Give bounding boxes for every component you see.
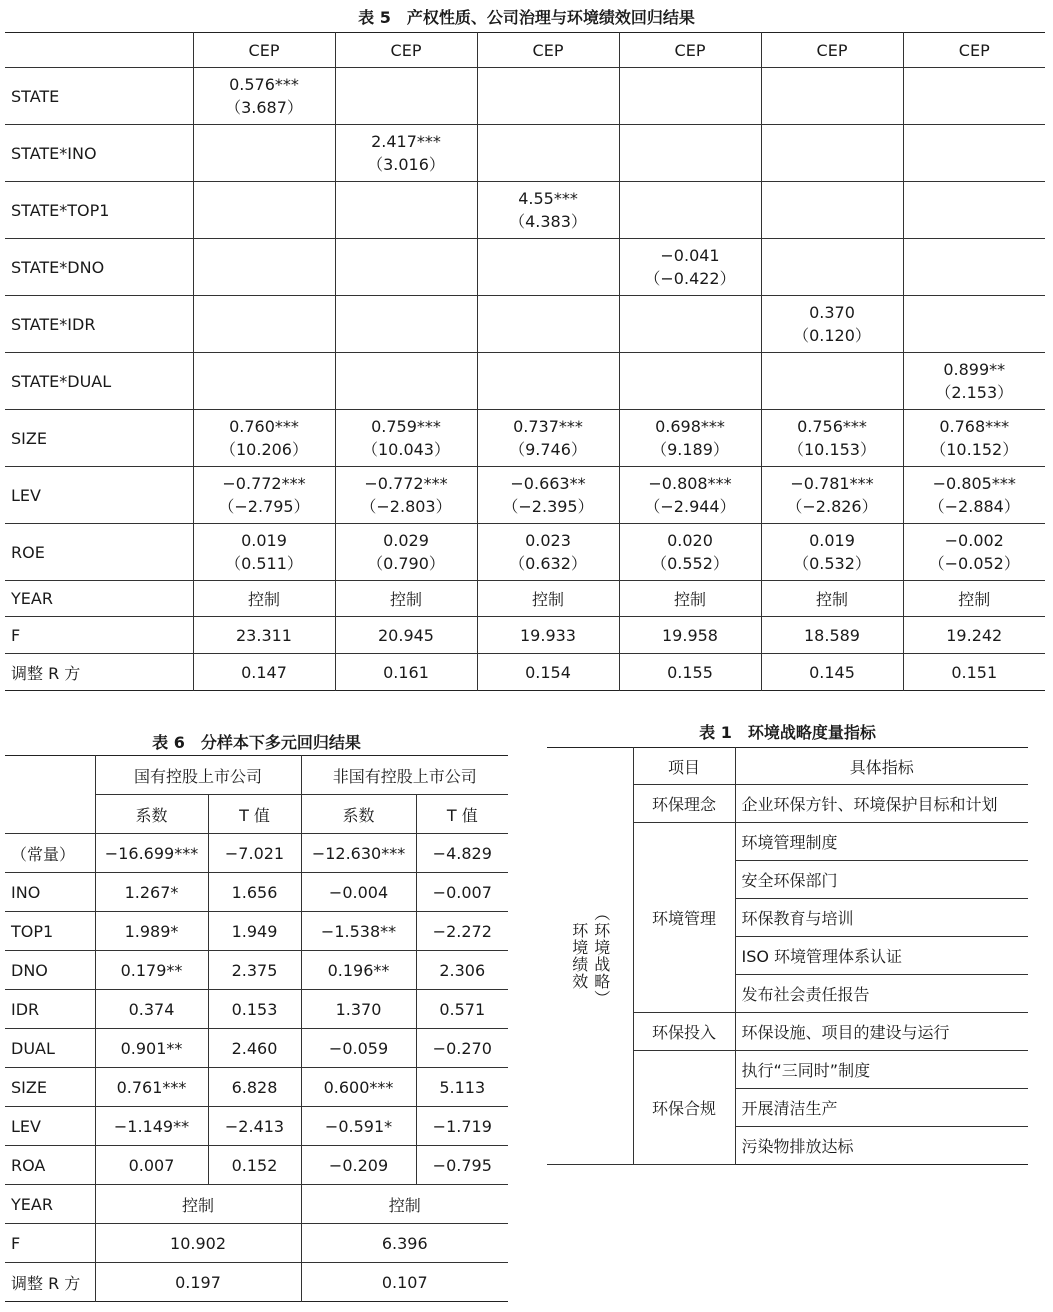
table6-cell: −12.630***	[301, 834, 416, 873]
table5-cell: 控制	[193, 581, 335, 617]
table5-cell	[761, 68, 903, 125]
table5-cell	[335, 410, 477, 467]
coefficient-value: 0.698***	[655, 417, 725, 436]
t-statistic: （10.206）	[220, 440, 308, 459]
table5-cell	[477, 296, 619, 353]
table5-cell: 19.958	[619, 617, 761, 654]
t-statistic: （10.152）	[930, 440, 1019, 459]
table6-subheader: T 值	[416, 795, 508, 834]
table5-cell	[761, 125, 903, 182]
table5-cell	[903, 125, 1045, 182]
table6-cell: −0.591*	[301, 1107, 416, 1146]
table5-cell	[477, 410, 619, 467]
t-statistic: （3.687）	[225, 98, 303, 117]
coefficient-value: −0.772***	[364, 474, 448, 493]
table5-cell	[903, 353, 1045, 410]
table6-cell: −4.829	[416, 834, 508, 873]
table5-cell: 19.242	[903, 617, 1045, 654]
table5-row	[5, 353, 1045, 410]
table5-cell: 0.161	[335, 654, 477, 691]
table6-cell: 0.007	[95, 1146, 208, 1185]
table5-cell	[619, 68, 761, 125]
table5-cell	[903, 296, 1045, 353]
table1-item-header: 项目	[633, 748, 735, 785]
table6-subheader: 系数	[95, 795, 208, 834]
table5-header-row	[5, 33, 1045, 68]
table5-cell	[335, 467, 477, 524]
table5-row-label: F	[5, 617, 193, 654]
table5-cell: 控制	[619, 581, 761, 617]
table6-row-label: TOP1	[5, 912, 95, 951]
table6-caption: 表 6 分样本下多元回归结果	[152, 733, 361, 752]
t-statistic: （10.043）	[362, 440, 450, 459]
table6-cell: −0.795	[416, 1146, 508, 1185]
table5-cell: 控制	[477, 581, 619, 617]
table5-cell: 0.154	[477, 654, 619, 691]
table5-cell	[903, 467, 1045, 524]
table5-cell	[335, 182, 477, 239]
table5-cell	[335, 524, 477, 581]
table5-cell	[761, 524, 903, 581]
table6-row	[5, 1107, 508, 1146]
table5-cell	[193, 239, 335, 296]
table5-cell	[477, 68, 619, 125]
coefficient-value: 0.020	[667, 531, 713, 550]
t-statistic: （9.746）	[509, 440, 587, 459]
table5-row-label: STATE*DUAL	[5, 353, 193, 410]
table5-cell	[335, 68, 477, 125]
coefficient-value: 0.760***	[229, 417, 299, 436]
table6-cell: 2.306	[416, 951, 508, 990]
table5-cell	[619, 239, 761, 296]
table5-row	[5, 125, 1045, 182]
table5-year-row	[5, 581, 1045, 617]
table5-cell	[335, 125, 477, 182]
table6-cell: 1.949	[208, 912, 301, 951]
table5-cell	[761, 182, 903, 239]
table1-indicator: 开展清洁生产	[735, 1089, 1028, 1127]
table5-row-label: STATE*INO	[5, 125, 193, 182]
table6-cell: 2.460	[208, 1029, 301, 1068]
table6-row	[5, 1029, 508, 1068]
table6-cell: 0.153	[208, 990, 301, 1029]
table1-indicator: 环保教育与培训	[735, 899, 1028, 937]
coefficient-value: −0.041	[660, 246, 720, 265]
coefficient-value: 0.576***	[229, 75, 299, 94]
t-statistic: （10.153）	[788, 440, 876, 459]
t-statistic: （3.016）	[367, 155, 445, 174]
table5-row-label: STATE*TOP1	[5, 182, 193, 239]
table6-group-header: 非国有控股上市公司	[301, 756, 508, 795]
table5-caption: 表 5 产权性质、公司治理与环境绩效回归结果	[358, 8, 695, 27]
table6-cell: −0.007	[416, 873, 508, 912]
table6-cell: 1.267*	[95, 873, 208, 912]
table1-caption: 表 1 环境战略度量指标	[699, 723, 876, 742]
table6-cell: −0.004	[301, 873, 416, 912]
table1-item: 环保投入	[633, 1013, 735, 1051]
table5-cell	[477, 467, 619, 524]
coefficient-value: −0.002	[944, 531, 1004, 550]
table6-f-row	[5, 1224, 508, 1263]
table6-cell: 2.375	[208, 951, 301, 990]
table6-year-row	[5, 1185, 508, 1224]
table5-cell	[903, 410, 1045, 467]
table5-cell	[761, 353, 903, 410]
table5-cell: 控制	[761, 581, 903, 617]
t-statistic: （−2.826）	[786, 497, 878, 516]
coefficient-value: 0.019	[809, 531, 855, 550]
table5-cell	[193, 182, 335, 239]
table6-cell: 0.196**	[301, 951, 416, 990]
table5-cell	[903, 68, 1045, 125]
table6-cell: 1.656	[208, 873, 301, 912]
table5-row	[5, 296, 1045, 353]
table6-cell: 1.370	[301, 990, 416, 1029]
table5-cell	[477, 353, 619, 410]
coefficient-value: −0.808***	[648, 474, 732, 493]
coefficient-value: 0.029	[383, 531, 429, 550]
table5-cell: 控制	[335, 581, 477, 617]
coefficient-value: 0.737***	[513, 417, 583, 436]
coefficient-value: 0.768***	[939, 417, 1010, 436]
table5-row-label: STATE	[5, 68, 193, 125]
table6-cell: −1.149**	[95, 1107, 208, 1146]
table5-cell: 0.147	[193, 654, 335, 691]
coefficient-value: 0.899**	[943, 360, 1006, 379]
table5-cell: 19.933	[477, 617, 619, 654]
table5-cell: 18.589	[761, 617, 903, 654]
table1-header-row	[547, 748, 1028, 785]
table6-cell: 0.197	[95, 1263, 301, 1302]
table6	[5, 755, 508, 1302]
side-label-main: 环境绩效	[569, 922, 589, 990]
coefficient-value: 0.023	[525, 531, 571, 550]
table5-cell	[619, 353, 761, 410]
t-statistic: （−2.395）	[502, 497, 594, 516]
table5-row-label: STATE*IDR	[5, 296, 193, 353]
table6-cell: 0.152	[208, 1146, 301, 1185]
table6-subheader: T 值	[208, 795, 301, 834]
table6-cell: −2.413	[208, 1107, 301, 1146]
table5	[5, 32, 1045, 691]
table1-indicator: 安全环保部门	[735, 861, 1028, 899]
table1-indicator: 发布社会责任报告	[735, 975, 1028, 1013]
table5-row-label: LEV	[5, 467, 193, 524]
table6-cell: 0.600***	[301, 1068, 416, 1107]
t-statistic: （0.120）	[793, 326, 871, 345]
table5-cell	[477, 524, 619, 581]
table5-row-label: STATE*DNO	[5, 239, 193, 296]
table5-row-label: SIZE	[5, 410, 193, 467]
table5-f-row	[5, 617, 1045, 654]
table6-row-label: SIZE	[5, 1068, 95, 1107]
table5-cell	[193, 68, 335, 125]
table6-cell: −7.021	[208, 834, 301, 873]
side-label-wrap	[547, 905, 633, 1007]
table5-cell	[193, 524, 335, 581]
table5-cell	[619, 182, 761, 239]
table6-row-label: DNO	[5, 951, 95, 990]
coefficient-value: −0.781***	[790, 474, 874, 493]
table1-item: 环境管理	[633, 823, 735, 1013]
t-statistic: （0.552）	[651, 554, 729, 573]
table6-cell: 0.571	[416, 990, 508, 1029]
table5-cell	[477, 239, 619, 296]
table5-cell	[335, 239, 477, 296]
table6-row	[5, 873, 508, 912]
t-statistic: （0.790）	[367, 554, 445, 573]
table6-row-label: F	[5, 1224, 95, 1263]
table6-row	[5, 1068, 508, 1107]
table5-cell	[619, 296, 761, 353]
table5-cell: 0.151	[903, 654, 1045, 691]
table1-indicator: 环境管理制度	[735, 823, 1028, 861]
table1-indicator: 企业环保方针、环境保护目标和计划	[735, 785, 1028, 823]
table1-side-label	[547, 748, 633, 1165]
table5-cell	[761, 467, 903, 524]
t-statistic: （0.632）	[509, 554, 587, 573]
table6-row	[5, 834, 508, 873]
t-statistic: （−0.052）	[928, 554, 1020, 573]
table5-cell	[193, 296, 335, 353]
table5-cell	[903, 524, 1045, 581]
table5-corner-cell	[5, 33, 193, 68]
table1	[547, 747, 1028, 1165]
table6-cell: −0.270	[416, 1029, 508, 1068]
table6-row-label: DUAL	[5, 1029, 95, 1068]
table5-cell	[477, 125, 619, 182]
table5-row	[5, 467, 1045, 524]
table5-cell	[619, 524, 761, 581]
table6-row-label: LEV	[5, 1107, 95, 1146]
table5-row	[5, 410, 1045, 467]
table6-row-label: ROA	[5, 1146, 95, 1185]
table5-row-label: YEAR	[5, 581, 193, 617]
table5-cell: 0.155	[619, 654, 761, 691]
table6-cell: 控制	[301, 1185, 508, 1224]
table5-column-header: CEP	[193, 33, 335, 68]
coefficient-value: −0.772***	[222, 474, 306, 493]
table5-cell	[619, 467, 761, 524]
table5-column-header: CEP	[903, 33, 1045, 68]
table5-cell	[761, 296, 903, 353]
coefficient-value: 0.370	[809, 303, 855, 322]
table5-cell	[761, 410, 903, 467]
table6-r2-row	[5, 1263, 508, 1302]
table5-column-header: CEP	[619, 33, 761, 68]
table6-row-label: 调整 R 方	[5, 1263, 95, 1302]
table5-cell	[619, 125, 761, 182]
table5-cell	[193, 410, 335, 467]
table6-cell: 0.107	[301, 1263, 508, 1302]
table6-subheader: 系数	[301, 795, 416, 834]
table5-row-label: 调整 R 方	[5, 654, 193, 691]
table6-group-header-row	[5, 756, 508, 795]
table6-group-header: 国有控股上市公司	[95, 756, 301, 795]
coefficient-value: −0.663**	[510, 474, 586, 493]
table6-cell: 控制	[95, 1185, 301, 1224]
coefficient-value: −0.805***	[932, 474, 1016, 493]
table6-cell: 0.761***	[95, 1068, 208, 1107]
coefficient-value: 0.756***	[797, 417, 867, 436]
table5-cell: 23.311	[193, 617, 335, 654]
table1-item: 环保理念	[633, 785, 735, 823]
coefficient-value: 2.417***	[371, 132, 441, 151]
table5-cell	[335, 353, 477, 410]
table6-cell: 6.828	[208, 1068, 301, 1107]
table1-indicator: ISO 环境管理体系认证	[735, 937, 1028, 975]
table5-row	[5, 239, 1045, 296]
table5-cell	[903, 239, 1045, 296]
coefficient-value: 0.759***	[371, 417, 441, 436]
t-statistic: （−0.422）	[644, 269, 736, 288]
side-label-paren: （环境战略）	[591, 905, 611, 1007]
table6-cell: 10.902	[95, 1224, 301, 1263]
table1-item: 环保合规	[633, 1051, 735, 1165]
table1-indicator: 污染物排放达标	[735, 1127, 1028, 1165]
table6-row	[5, 990, 508, 1029]
table6-corner-cell	[5, 756, 95, 834]
table1-indicator: 执行“三同时”制度	[735, 1051, 1028, 1089]
table5-row	[5, 68, 1045, 125]
t-statistic: （−2.803）	[360, 497, 452, 516]
table5-column-header: CEP	[335, 33, 477, 68]
table6-cell: −0.059	[301, 1029, 416, 1068]
table6-cell: −1.719	[416, 1107, 508, 1146]
t-statistic: （9.189）	[651, 440, 729, 459]
table5-row	[5, 524, 1045, 581]
table6-cell: 1.989*	[95, 912, 208, 951]
table1-indicator: 环保设施、项目的建设与运行	[735, 1013, 1028, 1051]
table6-row	[5, 1146, 508, 1185]
table6-cell: −1.538**	[301, 912, 416, 951]
table6-row-label: INO	[5, 873, 95, 912]
table5-cell	[619, 410, 761, 467]
coefficient-value: 0.019	[241, 531, 287, 550]
table6-row-label: YEAR	[5, 1185, 95, 1224]
t-statistic: （0.532）	[793, 554, 871, 573]
coefficient-value: 4.55***	[518, 189, 578, 208]
table5-cell	[193, 353, 335, 410]
table5-cell: 0.145	[761, 654, 903, 691]
table6-cell: −2.272	[416, 912, 508, 951]
table6-cell: 6.396	[301, 1224, 508, 1263]
table6-cell: 5.113	[416, 1068, 508, 1107]
table6-cell: −16.699***	[95, 834, 208, 873]
table5-cell	[477, 182, 619, 239]
table5-cell	[193, 467, 335, 524]
table6-row	[5, 912, 508, 951]
table5-row-label: ROE	[5, 524, 193, 581]
table5-row	[5, 182, 1045, 239]
table6-cell: 0.374	[95, 990, 208, 1029]
t-statistic: （−2.944）	[644, 497, 736, 516]
table1-indicator-header: 具体指标	[735, 748, 1028, 785]
table6-row	[5, 951, 508, 990]
table5-cell	[903, 182, 1045, 239]
table5-cell	[193, 125, 335, 182]
t-statistic: （0.511）	[225, 554, 303, 573]
table5-cell	[761, 239, 903, 296]
table5-cell: 控制	[903, 581, 1045, 617]
table6-row-label: IDR	[5, 990, 95, 1029]
t-statistic: （4.383）	[509, 212, 587, 231]
table6-cell: −0.209	[301, 1146, 416, 1185]
table6-cell: 0.901**	[95, 1029, 208, 1068]
t-statistic: （−2.795）	[218, 497, 310, 516]
table6-cell: 0.179**	[95, 951, 208, 990]
table5-cell: 20.945	[335, 617, 477, 654]
table5-cell	[335, 296, 477, 353]
t-statistic: （−2.884）	[928, 497, 1020, 516]
t-statistic: （2.153）	[935, 383, 1014, 402]
table6-row-label: （常量）	[5, 834, 95, 873]
table5-column-header: CEP	[761, 33, 903, 68]
table5-r2-row	[5, 654, 1045, 691]
table5-column-header: CEP	[477, 33, 619, 68]
